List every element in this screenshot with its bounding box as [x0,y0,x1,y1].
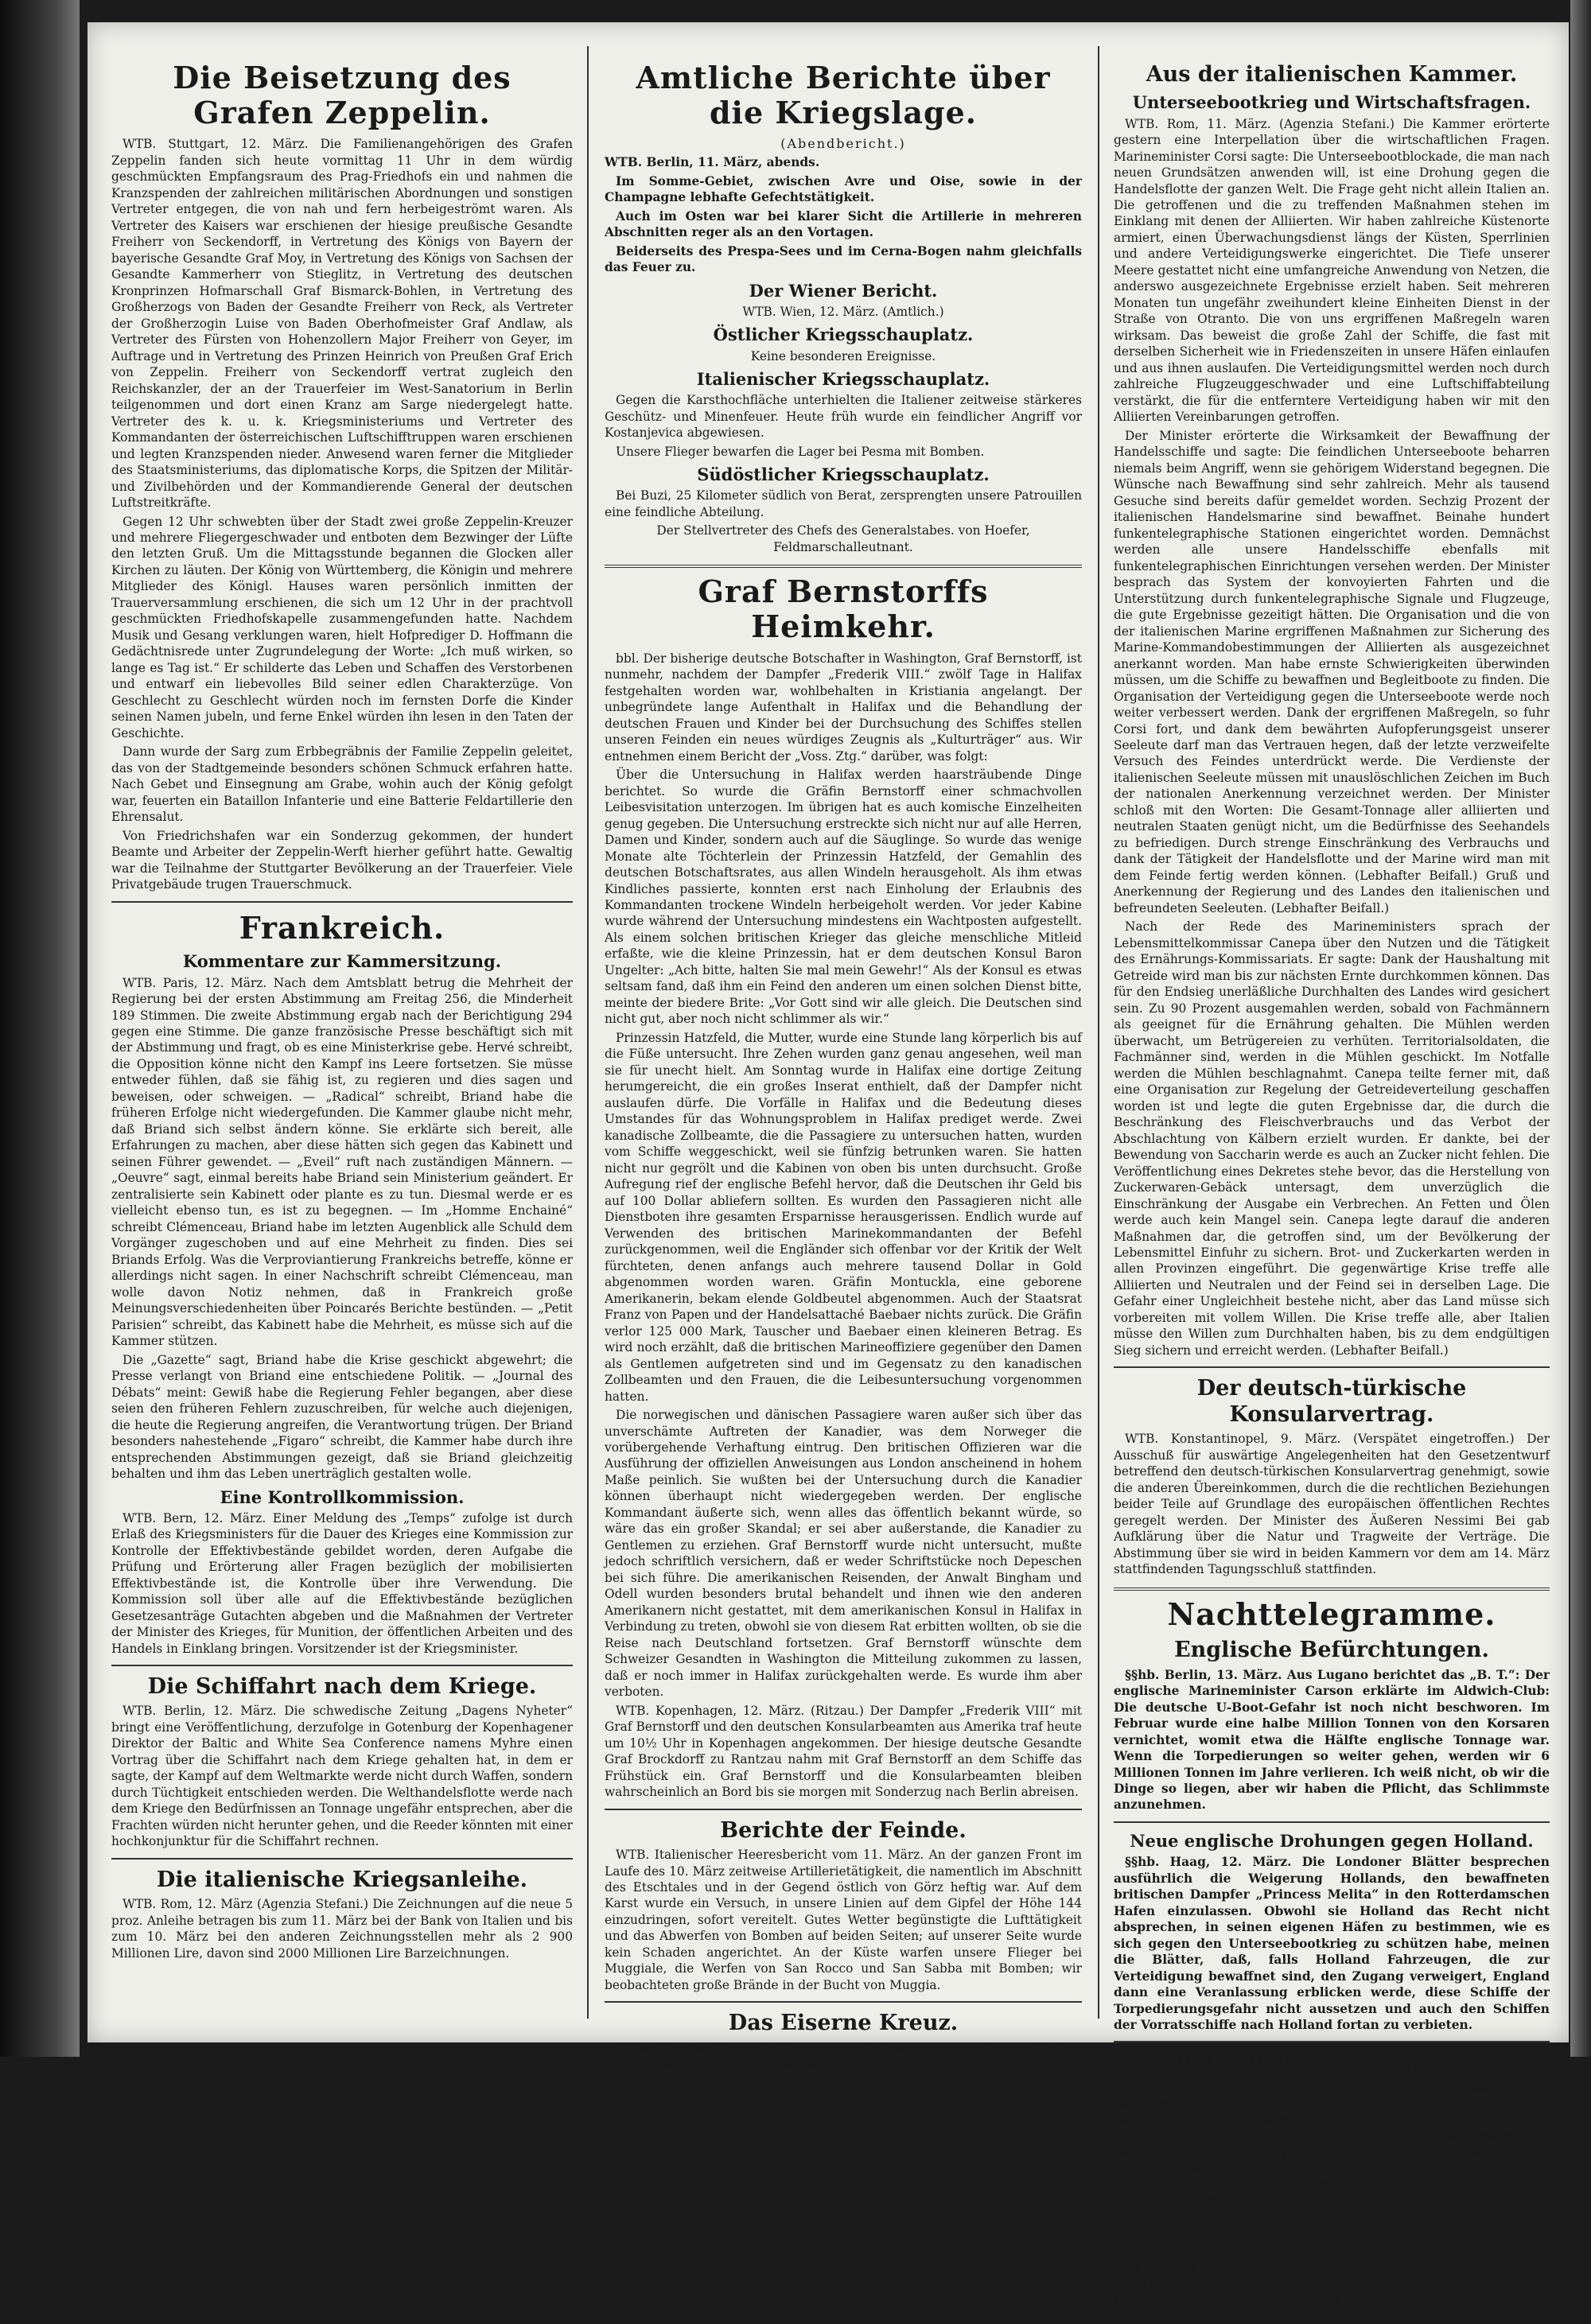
column-rule-2 [1098,46,1099,2019]
report-paragraph: Beiderseits des Prespa-Sees und im Cerna-Bogen nahm gleichfalls das Feuer zu. [605,243,1082,275]
section-divider [605,565,1082,568]
adjacent-page-edge [1570,0,1591,2057]
article-paragraph: WTB. Bern, 12. März. Einer Meldung des „Temps“ zufolge ist durch Erlaß des Kriegsministers für die Dauer des Krieges eine Kommission zur Kontrolle der Effektivbestände gebildet worden, deren Aufgabe die Prüfung und Erörterung aller Fragen bezüglich der mobilisierten Effektivbestände ist, die Kontrolle über ihre Verwendung. Die Kommission soll über alle auf die Effektivbestände bezüglichen Gesetzesanträge Gutachten abgeben und die Maßnahmen der Vertreter der Minister des Krieges, für Munition, der öffentlichen Arbeiten und des Handels in Einklang bringen. Vorsitzender ist der Kriegsminister. [111,1510,573,1656]
column-right [1114,56,1550,2323]
article-paragraph: Der Minister erörterte die Wirksamkeit der Bewaffnung der Handelsschiffe und sagte: Die feindlichen Unterseeboote beharren niemals beim Angriff, wenn sie gehörigem Widerstand begegnen. Die Wünsche nach Bewaffnung sind sehr zahlreich. Mehr als tausend Gesuche sind bereits dafür gemeldet worden. Sechzig Prozent der italienischen Handelsmarine sind bewaffnet. Beinahe hundert funkentelegraphische Stationen eingerichtet worden. Demnächst werden alle unsere Handelsschiffe ebenfalls mit funkentelegraphischen Einrichtungen versehen werden. Der Minister besprach das System der konvoyierten Fahrten und die Unterstützung durch funkentelegraphische Signale und Flugzeuge, die gute Ergebnisse gezeitigt hätten. Die Organisation und die von der italienischen Marine ergriffenen Maßnahmen zur Sicherung des Marine-Kommandobestimmungen der Alliierten als ausgezeichnet anerkannt worden. Man habe ernste Schwierigkeiten überwinden müssen, um die Schiffe zu bewaffnen und Begleitboote zu finden. Die Organisation der Verteidigung gegen die Unterseeboote werde noch weiter verbessert werden. Dank der ergriffenen Maßregeln, so fuhr Corsi fort, und dank dem bewährten Aufopferungsgeist unserer Seeleute darf man das Vertrauen hegen, daß der letzte verzweifelte Versuch des Feindes unterdrückt werde. Die Verdienste der italienischen Seeleute müssen mit unauslöschlichen Zeichen im Buch der nationalen Anerkennung verzeichnet werden. Der Minister schloß mit den Worten: Die Gesamt-Tonnage aller alliierten und neutralen Staaten genügt nicht, um die Bedürfnisse des Seehandels zu befriedigen. Durch strenge Einschränkung des Verbrauchs und dank der Tätigkeit der Handelsflotte und der Marine wird man mit dem Feinde fertig werden können. (Lebhafter Beifall.) Gruß und Anerkennung der Regierung und des Landes den italienischen und befreundeten Seeleuten. (Lebhafter Beifall.) [1114,428,1550,915]
article-paragraph: Dann wurde der Sarg zum Erbbegräbnis der Familie Zeppelin geleitet, das von der Stadtgemeinde besonders schönen Schmuck erfahren hatte. Nach Gebet und Einsegnung am Grabe, wohin auch der König gefolgt war, feuerten ein Bataillon Infanterie und eine Batterie Feldartillerie den Ehrensalut. [111,744,573,825]
headline-drohungen-holland: Neue englische Drohungen gegen Holland. [1130,1830,1534,1851]
article-paragraph: Gegen 12 Uhr schwebten über der Stadt zwei große Zeppelin-Kreuzer und mehrere Fliegergeschwader und entboten dem Bezwinger der Lüfte den letzten Gruß. Um die Mittagsstunde begannen die Glocken aller Kirchen zu läuten. Der König von Württemberg, die Königin und mehrere Mitglieder des Königl. Hauses waren persönlich inmitten der Trauerversammlung erschienen, die sich um 12 Uhr in der prachtvoll geschmückten Friedhofskapelle zusammengefunden hatte. Nachdem Musik und Gesang verklungen waren, hielt Hofprediger D. Hoffmann die Gedächtnisrede unter Zugrundelegung der Worte: „Ich muß wirken, so lange es Tag ist.“ Er schilderte das Leben und Schaffen des Verstorbenen und entwarf ein liebevolles Bild seiner edlen Charakterzüge. Von Geschlecht zu Geschlecht würden noch im fernsten Dorfe die Kinder seinen Namen jubeln, und ferne Enkel würden ihn lesen in den Taten der Geschichte. [111,514,573,740]
article-paragraph: WTB. Italienischer Heeresbericht vom 11. März. An der ganzen Front im Laufe des 10. März zeitweise Artillerietätigkeit, die namentlich im Abschnitt des Etschtales und in der Gegend östlich von Görz heftig war. Auf dem Karst wurde ein Versuch, in unsere Linien auf dem Gipfel der Höhe 144 einzudringen, sofort vereitelt. Gutes Wetter begünstigte die Lufttätigkeit und das Abwerfen von Bomben auf beiden Seiten; auf unserer Seite wurde kein Schaden angerichtet. An der Küste warfen unsere Flieger bei Muggiale, die Werfen von San Rocco und San Sabba mit Bomben; wir beobachteten große Brände in der Bucht von Muggia. [605,1848,1082,1992]
article-paragraph: WTB. Rom, 12. März (Agenzia Stefani.) Die Zeichnungen auf die neue 5 proz. Anleihe betragen bis zum 11. März bei der Bank von Italien und bis zum 10. März bei den anderen Zeichnungsstellen mehr als 2 900 Millionen Lire, davon sind 2000 Millionen Lire Barzeichnungen. [111,1897,573,1961]
article-paragraph: Von Friedrichshafen war ein Sonderzug gekommen, der hundert Beamte und Arbeiter der Zeppelin-Werft hierher geführt hatte. Gewaltig war die Teilnahme der Stuttgarter Bevölkerung an der Trauerfeier. Viele Privatgebäude trugen Trauerschmuck. [111,828,573,892]
section-divider [111,1665,573,1666]
column-middle [605,56,1082,2072]
book-binding [0,0,80,2057]
article-paragraph: WTB. Paris, 12. März. Nach dem Amtsblatt betrug die Mehrheit der Regierung bei der ersten Abstimmung am Freitag 256, die Minderheit 189 Stimmen. Die zweite Abstimmung ergab nach der Berichtigung 294 gegen eine Stimme. Die ganze französische Presse beschäftigt sich mit der Abstimmung und fragt, ob es eine Ministerkrise gebe. Hervé schreibt, die Opposition könne nicht den Kampf ins Leere fortsetzen. Sie müsse entweder fühlen, daß sie fähig ist, zu regieren und dies sagen und beweisen, oder schweigen. — „Radical“ schreibt, Briand habe die früheren Erfolge nicht wiedergefunden. Die Kammer glaube nicht mehr, daß Briand sich selbst ändern könne. Sie erklärte sich bereit, alle Erfahrungen zu machen, aber diese hätten sich gegen das Kabinett und seinen Führer gewendet. — „Eveil“ ruft nach zuständigen Männern. — „Oeuvre“ sagt, einmal bereits habe Briand sein Ministerium geändert. Er zentralisierte sein Kabinett oder plante es zu tun. Diesmal werde er es vielleicht ebenso tun, es ist zu begegnen. — Im „Homme Enchainé“ schreibt Clémenceau, Briand habe im letzten Augenblick alle Schuld dem Vorgänger zugeschoben und auf eine Mehrheit zu finden. Dies sei Briands Erfolg. Was die Verproviantierung Frankreichs betreffe, könne er allerdings nicht sagen. In einer Nachschrift schreibt Clémenceau, man wolle davon Notiz nehmen, daß in Frankreich große Meinungsverschiedenheiten über Poincarés Berichte bestünden. — „Petit Parisien“ schreibt, das Kabinett habe die Mehrheit, es müsse sich auf die Kammer stützen. [111,975,574,1349]
subheadline-unterseebootkrieg: Unterseebootkrieg und Wirtschaftsfragen. [1132,92,1531,113]
headline-berichte-feinde: Berichte der Feinde. [720,1817,967,1843]
section-divider [111,901,573,903]
section-divider [1114,1366,1550,1368]
subheadline-italienischer: Italienischer Kriegsschauplatz. [696,369,990,390]
article-paragraph: Über die Untersuchung in Halifax werden haarsträubende Dinge berichtet. So wurde die Gräfin Bernstorff einer schmachvollen Leibesvisitation unterzogen. Im übrigen hat es auch komische Einzelheiten genug gegeben. Die Untersuchung erstreckte sich nicht nur auf alle Herren, Damen und Kinder, sondern auch auf die Säuglinge. So wurde das wenige Monate alte Töchterlein der Prinzessin Hatzfeld, der Gemahlin des deutschen Botschaftsrates, aus allen Windeln herausgeholt. Als ihm etwas Kindliches passierte, konnten erst nach Einholung der Erlaubnis des Kommandanten trockene Windeln herbeigeholt werden. Vor jeder Kabine wurde während der Untersuchung mindestens ein Wachtposten aufgestellt. Als einem solchen britischen Krieger das gleiche menschliche Mitleid erfaßte, wie die kleine Prinzessin, hat er dem deutschen Konsul Baron Ungelter: „Ach bitte, halten Sie mal mein Gewehr!“ Als der Konsul es etwas seltsam fand, daß ihm ein Feind den anderen um einen solchen Dienst bitte, meinte der biedere Brite: „Vor Gott sind wir alle gleich. Die Deutschen sind nicht gut, aber noch nicht schlimmer als wir.“ [605,768,1082,1027]
article-paragraph: Prinzessin Hatzfeld, die Mutter, wurde eine Stunde lang körperlich bis auf die Füße untersucht. Ihre Zehen wurden ganz genau angesehen, weil man sie für unecht hielt. Am Sonntag wurde in Halifax eine dortige Zeitung herumgereicht, die ein großes Inserat enthielt, daß der Dampfer nicht auslaufen dürfe. Die Vorfälle in Halifax und die Bedeutung dieses Umstandes für das Wohnungsproblem in Halifax prediget werde. Zwei kanadische Zollbeamte, die die Passagiere zu untersuchen hatten, wurden vom Schiffe weggeschickt, weil sie fünfzig betrunken waren. Sie hatten nicht nur gegrölt und die Kabinen von oben bis unten durchsucht. Große Aufregung rief der englische Befehl hervor, daß die Deutschen ihr Geld bis auf 100 Dollar abliefern sollten. Es wurden den Passagieren nicht alle Dienstboten ihre gesamten Ersparnisse herausgerissen. Endlich wurde auf Verwenden des britischen Marinekommandanten der Befehl zurückgenommen, weil die Engländer sich offenbar vor der Kritik der Welt fürchteten, denen anfangs auch mehrere tausend Dollar in Gold abgenommen worden waren. Gräfin Montuckla, eine geborene Amerikanerin, bekam elende Goldbeutel abgenommen. Auch der Staatsrat Franz von Papen und der Handelsattaché Baebaer nichts zurück. Die Gräfin verlor 125 000 Mark, Tauscher und Baebaer einen kleineren Betrag. Es wird noch erzählt, daß die britischen Marineoffiziere gegenüber den Damen als Gentlemen aufgetreten sind und im Gegensatz zu den kanadischen Zollbeamten und den Frauen, die die Leibesuntersuchung vorgenommen hatten. [605,1030,1082,1404]
headline-briand: Bleibt Briand oder geht er? [1165,2050,1498,2076]
headline-nachttelegramme: Nachttelegramme. [1167,1595,1496,1632]
report-paragraph: Gegen die Karsthochfläche unterhielten die Italiener zeitweise stärkeres Geschütz- und Minenfeuer. Heute früh wurde ein feindlicher Angriff vor Kostanjevica abgewiesen. [605,393,1082,441]
column-left [111,56,573,2019]
article-paragraph: Die „Gazette“ sagt, Briand habe die Krise geschickt abgewehrt; die Presse verlangt von Briand eine entschiedene Politik. — „Journal des Débats“ meint: Gewiß habe die Regierung Fehler begangen, aber diese seien den früheren Fehlern zuzuschreiben, für welche auch diejenigen, die heute die Regierung angreifen, die Verantwortung trügen. Der Briand besonders nahestehende „Figaro“ schreibt, die Kammer habe durch ihre entsprechenden Abstimmungen gezeigt, daß sie Briand gleichzeitig behalten und ihm das Leben unerträglich gestalten wolle. [111,1352,573,1482]
article-paragraph: WTB. Rom, 11. März. (Agenzia Stefani.) Die Kammer erörterte gestern eine Interpellation über die wirtschaftlichen Fragen. Marineminister Corsi sagte: Die Unterseebootblockade, die man nach neuen Grundsätzen anwenden will, ist eine Drohung gegen die Handelsflotte der ganzen Welt. Die Frage geht nicht allein Italien an. Die getroffenen und die zu treffenden Maßnahmen stehen im Einklang mit denen der Alliierten. Wir haben zahlreiche Küstenorte armiert, einen Überwachungsdienst längs der Küsten, Sperrlinien und andere Verteidigungswerke eingerichtet. Die Tiefe unserer Meere gestattet nicht eine umfangreiche Anwendung von Netzen, die anderswo ausgezeichnete Ergebnisse erzielt haben. Seit mehreren Monaten tun ungefähr zweihundert kleine Einheiten Dienst in der Straße von Otranto. Die von uns ergriffenen Maßregeln waren wirksam. Das beweist die große Zahl der Schiffe, die fast mit derselben Sicherheit wie in Friedenszeiten in unsere Häfen einlaufen und aus ihnen auslaufen. Die Verteidigungsmittel werden noch durch zahlreiche Flugzeuggeschwader und eine Luftschiffabteilung verstärkt, die für die entferntere Verteidigung haben wir mit den Alliierten Vereinbarungen getroffen. [1114,116,1550,425]
newspaper-page [88,22,1569,2323]
section-divider [605,2001,1082,2003]
report-paragraph: Keine besonderen Ereignisse. [750,348,936,363]
article-paragraph: bbl. Der bisherige deutsche Botschafter in Washington, Graf Bernstorff, ist nunmehr, nachdem der Dampfer „Frederik VIII.“ zwölf Tage in Halifax festgehalten worden war, wohlbehalten in Kristiania angelangt. Der unbegründete lange Aufenthalt in Halifax und die Behandlung der deutschen Frauen und Kinder bei der Durchsuchung des Schiffes stellen unseren Feinden ein neues würdiges Zeugnis als „Kulturträger“ aus. Wir entnehmen einem Bericht der „Voss. Ztg.“ darüber, was folgt: [605,651,1082,764]
headline-eiserne-kreuz: Das Eiserne Kreuz. [728,2011,959,2036]
report-signature: Der Stellvertreter des Chefs des Generalstabes. von Hoefer, Feldmarschalleutnant. [656,523,1030,554]
dateline: WTB. Wien, 12. März. (Amtlich.) [742,304,944,319]
article-paragraph: WTB. Berlin, 12. März. Die schwedische Zeitung „Dagens Nyheter“ bringt eine Veröffentlichung, derzufolge in Gotenburg der Kopenhagener Direktor der Baltic and White Sea Conference namens Myhre einen Vortrag über die Schiffahrt nach dem Kriege gehalten hat, in dem er sagte, der Kampf auf dem Weltmarkte werde nicht durch Waffen, sondern durch Tüchtigkeit entschieden werden. Die Welthandelsflotte werde nach dem Kriege den Bedürfnissen an Tonnage ungefähr entsprechen, aber die Frachten würden nicht herunter gehen, und die Reeder könnten mit einer hochkonjunktur für die Schiffahrt rechnen. [111,1704,573,1849]
subheadline-abendbericht: (Abendbericht.) [780,136,906,152]
headline-bernstorff: Graf Bernstorffs Heimkehr. [698,573,989,645]
headline-kontrollkommission: Eine Kontrollkommission. [220,1487,465,1507]
section-divider [1114,1821,1550,1823]
section-divider [1114,1588,1550,1591]
article-paragraph: Die norwegischen und dänischen Passagiere waren außer sich über das unverschämte Auftreten der Kanadier, was dem Norweger die vorübergehende Verhaftung eintrug. Den britischen Offizieren war die Ausführung der offiziellen Anweisungen aus London anscheinend in hohem Maße peinlich. Sie wußten bei der Untersuchung durch die Kanadier können überhaupt nicht wiedergegeben werden. Der englische Kommandant äußerte sich, wenn alles das öffentlich bekannt würde, so wäre das ein großer Skandal; er sei aber außerstande, die Kanadier zu Gentlemen zu erziehen. Graf Bernstorff wurde nicht untersucht, mußte jedoch schriftlich versichern, daß er weder Schriftstücke noch Depeschen bei sich führe. Die amerikanischen Reisenden, der Anwalt Bingham und Odell wurden besonders brutal behandelt und ihnen wie den anderen Amerikanern nicht gestattet, mit dem amerikanischen Konsul in Halifax in Verbindung zu treten, obwohl sie von diesem Rat erbitten wollten, ob sie die Reise nach Deutschland fortsetzen. Graf Bernstorff wünschte dem Schweizer Gesandten in Washington die Mitteilung zukommen zu lassen, daß er noch immer in Halifax zurückgehalten werde. Es wurde ihm aber verboten. [605,1408,1082,1700]
headline-italienische-kammer: Aus der italienischen Kammer. [1146,62,1518,87]
report-paragraph: Unsere Flieger bewarfen die Lager bei Pesma mit Bomben. [616,444,985,459]
headline-frankreich: Frankreich. [239,909,445,946]
article-paragraph: §§hb. Berlin, 13. März. Aus Lugano berichtet das „B. T.“: Der englische Marineminister Carson erklärte im Aldwich-Club: Die deutsche U-Boot-Gefahr ist noch nicht beschworen. Im Februar wurde eine halbe Million Tonnen von den Korsaren vernichtet, womit etwa die Hälfte englische Tonnage war. Wenn die Torpedierungen so weiter gehen, werden wir 6 Millionen Tonnen im Jahre verlieren. Ich weiß nicht, ob wir die Dinge so liegen, aber wir haben die Pflicht, das Schlimmste anzunehmen. [1114,1667,1550,1813]
article-paragraph: §§hb. Haag, 12. März. Die Londoner Blätter besprechen ausführlich die Weigerung Hollands, den bewaffneten britischen Dampfer „Princess Melita“ in den Rotterdamschen Hafen einzulassen. Obwohl sie Holland das Recht nicht absprechen, in seinen eigenen Häfen zu bestimmen, wie es sich gegen den Unterseebootkrieg zu schützen habe, meinen die Blätter, daß, falls Holland Fahrzeugen, die zur Verteidigung bewaffnet sind, den Zugang verweigert, England dann eine Veranlassung erblicken werde, diese Schiffe der Torpedierungsgefahr nicht aussetzen und auch den Schiffen der Vorratsschiffe nach Holland fortan zu verbieten. [1114,1855,1550,2032]
headline-konsularvertrag: Der deutsch-türkische Konsularvertrag. [1196,1376,1467,1427]
headline-wiener-bericht: Der Wiener Bericht. [749,280,938,301]
subheadline-kammersitzung: Kommentare zur Kammersitzung. [182,951,502,972]
article-paragraph: WTB. Stuttgart, 12. März. Die Familienangehörigen des Grafen Zeppelin fanden sich heute vormittag 11 Uhr in dem würdig geschmückten Empfangsraum des Prag-Friedhofs ein und nahmen die Kranzspenden der zahlreichen militärischen Abordnungen und sonstigen Vertreter entgegen, die von nah und fern herbeigeströmt waren. Als Vertreter des Kaisers war erschienen der hiesige preußische Gesandte Freiherr von Seckendorff, in Vertretung des Königs von Bayern der bayerische Gesandte Graf Moy, in Vertretung des Königs von Sachsen der Gesandte Kammerherr von Stieglitz, in Vertretung des deutschen Kronprinzen Hofmarschall Graf Bismarck-Bohlen, in Vertretung des Großherzogs von Baden der Gesandte Freiherr von Reck, als Vertreter der Großherzogin Luise von Baden Oberhofmeister Graf Andlaw, als Vertreter des Fürsten von Hohenzollern Major Freiherr von Geyer, im Auftrage und in Vertretung des Prinzen Heinrich von Preußen Graf Erich von Zeppelin. Freiherr von Seckendorff vertrat zugleich den Reichskanzler, der an der Trauerfeier im West-Sanatorium in Berlin teilgenommen und dort einen Kranz am Sarge niedergelegt hatte. Vertreter des k. u. k. Kriegsministeriums und Vertreter des Kommandanten der österreichischen Luftschifftruppen waren erschienen und legten Kranzspenden nieder. Anwesend waren ferner die Mitglieder des Staatsministeriums, das diplomatische Korps, die Spitzen der Militär- und Zivilbehörden und der Kommandierende General der deutschen Luftstreitkräfte. [111,137,573,511]
section-divider [111,1858,573,1860]
subheadline-befuerchtungen: Englische Befürchtungen. [1174,1638,1489,1663]
article-paragraph: §§hb. Berlin, 12. März. Ob das Ministerium Briand bleibt oder geht, wird sich nach einer Genfer Meldung der „Berl. Morgenpost“ voraussichtlich schon Dienstag zeigen. Ein Antrag auf Vertrauensvotum ist eingebracht. Man erwartet in der Sitzung eine Interpellation über die Regierungspolitik einzubringen, um Kammerparteien Gelegenheit zu einer nochmaligen endgültigen Kraftprobe zu geben. Die Opposition rechnet mit Briands Sturz. Es sprechen aus der Presse oft nicht nur die Hoffnung, und aus den Artikeln der Briandschen Blätter hört man die helle Angst heraus. Allem Anschein nach erwartet man die Opposition, daß Poincaré bei Briand bleibt und ihn von einem Rücktritt abhält. Die nächsten Tage werden die Lage klären, ob er nicht mehr zu halten sei und ob die Lage sich verändern. Freilich ist die Lage viel verwickelter als es der ersten Blick erscheinen. [1114,2080,1550,2323]
article-paragraph: * Das Eiserne Kreuz 2. Klasse erhielt: Fahnenjunker Unteroff. Carl Klinke, Sohn des Rektors Klinke in Breslau. [605,2040,1082,2072]
report-paragraph: Auch im Osten war bei klarer Sicht die Artillerie in mehreren Abschnitten reger als an den Vortagen. [605,208,1082,240]
subheadline-suedoestlicher: Südöstlicher Kriegsschauplatz. [697,464,990,485]
subheadline-oestlicher: Östlicher Kriegsschauplatz. [713,325,974,345]
headline-kriegslage: Amtliche Berichte über die Kriegslage. [636,60,1051,130]
headline-kriegsanleihe: Die italienische Kriegsanleihe. [156,1867,528,1892]
article-paragraph: Nach der Rede des Marineministers sprach der Lebensmittelkommissar Canepa über den Nutzen und die Tätigkeit des Ernährungs-Kommissariats. Er sagte: Dank der Haushaltung mit Getreide wird man bis zur nächsten Ernte durchkommen können. Das für den Endsieg unerläßliche Durchhalten des Landes wird gesichert sein. Zu 90 Prozent ausgemahlen werden, sobald von Fachmännern als geeignet für die Ernährung gehalten. Die Mühlen werden überwacht, um Betrügereien zu verhüten. Territorialsoldaten, die Fachmänner sind, werden in die Mühlen geschickt. Im Notfalle werden die Mühlen beschlagnahmt. Canepa teilte ferner mit, daß eine Organisation zur Regelung der Getreideverteilung geschaffen worden ist und legte die guten Ergebnisse dar, die durch die Beschränkung des Fleischverbrauchs und das Verbot der Abschlachtung von Kälbern erzielt wurden. Er dankte, bei der Bewendung von Saccharin werde es auch an Zucker nicht fehlen. Die Veröffentlichung eines Dekretes stehe bevor, das die Herstellung von Zuckerwaren-Gebäck untersagt, dem unverzüglich die Einschränkung der Ausgabe ein Verbrechen. An Fetten und Ölen werde auch kein Mangel sein. Canepa legte darauf die anderen Maßnahmen dar, die getroffen sind, um der Bevölkerung der Lebensmittel Einfuhr zu sichern. Brot- und Zuckerkarten werden in allen Provinzen eingeführt. Die gegenwärtige Krise treffe alle Alliierten und Neutralen und der Feind sei in derselben Lage. Die Gefahr einer Ungleichheit bestehe nicht, aber das Land müsse sich vorbereiten mit vollem Willen. Die Krise treffe alle, aber Italien müsse den Willen zum Durchhalten haben, bis zu dem endgültigen Sieg sichern und erreicht werden. (Lebhafter Beifall.) [1114,919,1550,1358]
headline-zeppelin: Die Beisetzung des Grafen Zeppelin. [173,60,512,130]
article-paragraph: WTB. Konstantinopel, 9. März. (Verspätet eingetroffen.) Der Ausschuß für auswärtige Angelegenheiten hat den Gesetzentwurf betreffend den deutsch-türkischen Konsularvertrag genehmigt, sowie die anderen Übereinkommen, durch die die rechtlichen Beziehungen beider Teile auf Grundlage des europäischen öffentlichen Rechtes geregelt werden. Der Minister des Äußeren Nessimi Bei gab Aufklärung über die Natur und Tragweite der Verträge. Die Abstimmung über sie wird in beiden Kammern vor dem am 14. März stattfindenden Tagungsschluß stattfinden. [1114,1432,1550,1577]
section-divider [605,1809,1082,1810]
column-rule-1 [587,46,589,2019]
report-paragraph: Bei Buzi, 25 Kilometer südlich von Berat, zersprengten unsere Patrouillen eine feindliche Abteilung. [605,488,1082,519]
article-paragraph: WTB. Kopenhagen, 12. März. (Ritzau.) Der Dampfer „Frederik VIII“ mit Graf Bernstorff und den deutschen Konsularbeamten aus Amerika traf heute um 10½ Uhr in Kopenhagen angekommen. Der hiesige deutsche Gesandte Graf Brockdorff zu Rantzau nahm mit Graf Bernstorff an dem Schiffe das Frühstück ein. Graf Bernstorff und die Konsularbeamten bleiben wahrscheinlich an Bord bis sie morgen mit Sonderzug nach Berlin abreisen. [605,1703,1082,1800]
report-paragraph: Im Somme-Gebiet, zwischen Avre und Oise, sowie in der Champagne lebhafte Gefechtstätigkeit. [605,173,1082,205]
dateline: WTB. Berlin, 11. März, abends. [605,155,820,170]
headline-schiffahrt: Die Schiffahrt nach dem Kriege. [147,1674,537,1700]
section-divider [1114,2041,1550,2042]
